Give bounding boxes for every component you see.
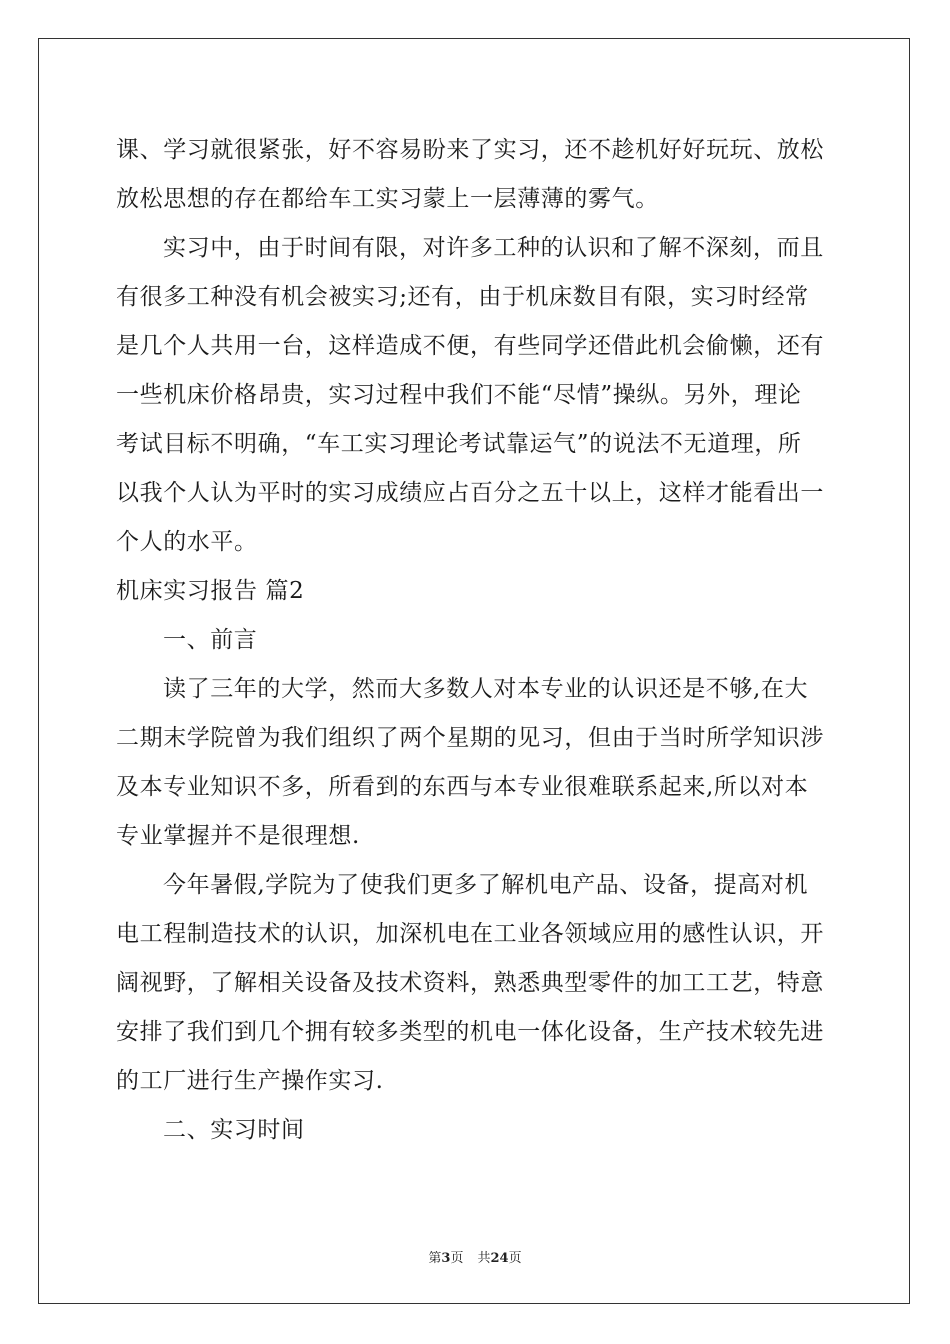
text-line: 课、学习就很紧张，好不容易盼来了实习，还不趁机好好玩玩、放松 (116, 137, 824, 163)
footer-total-prefix: 共 (477, 1251, 491, 1266)
section-heading: 二、实习时间 (163, 1117, 305, 1143)
section-title: 机床实习报告 篇2 (116, 578, 305, 604)
paragraph-first-line: 今年暑假,学院为了使我们更多了解机电产品、设备，提高对机 (163, 872, 809, 898)
text-line: 放松思想的存在都给车工实习蒙上一层薄薄的雾气。 (116, 186, 659, 212)
footer-page-unit: 页 (450, 1251, 464, 1266)
text-line: 考试目标不明确，“车工实习理论考试靠运气”的说法不无道理，所 (116, 431, 802, 457)
footer-page-prefix: 第 (428, 1251, 442, 1266)
text-line: 及本专业知识不多，所看到的东西与本专业很难联系起来,所以对本 (116, 774, 809, 800)
text-line: 个人的水平。 (116, 529, 258, 555)
text-line: 阔视野，了解相关设备及技术资料，熟悉典型零件的加工工艺，特意 (116, 970, 824, 996)
text-line: 是几个人共用一台，这样造成不便，有些同学还借此机会偷懒，还有 (116, 333, 824, 359)
footer-total-unit: 页 (508, 1251, 522, 1266)
text-line: 安排了我们到几个拥有较多类型的机电一体化设备，生产技术较先进 (116, 1019, 824, 1045)
text-line: 电工程制造技术的认识，加深机电在工业各领域应用的感性认识，开 (116, 921, 824, 947)
text-line: 有很多工种没有机会被实习;还有，由于机床数目有限，实习时经常 (116, 284, 809, 310)
footer-page-number: 3 (441, 1251, 451, 1266)
text-line: 的工厂进行生产操作实习. (116, 1068, 384, 1094)
text-line: 以我个人认为平时的实习成绩应占百分之五十以上，这样才能看出一 (116, 480, 824, 506)
footer-total-pages: 24 (490, 1251, 509, 1266)
text-line: 专业掌握并不是很理想. (116, 823, 360, 849)
text-line: 一些机床价格昂贵，实习过程中我们不能“尽情”操纵。另外，理论 (116, 382, 802, 408)
section-heading: 一、前言 (163, 627, 258, 653)
text-line: 二期末学院曾为我们组织了两个星期的见习，但由于当时所学知识涉 (116, 725, 824, 751)
paragraph-first-line: 读了三年的大学，然而大多数人对本专业的认识还是不够,在大 (163, 676, 809, 702)
paragraph-first-line: 实习中，由于时间有限，对许多工种的认识和了解不深刻，而且 (163, 235, 824, 261)
page-footer (0, 1247, 950, 1266)
